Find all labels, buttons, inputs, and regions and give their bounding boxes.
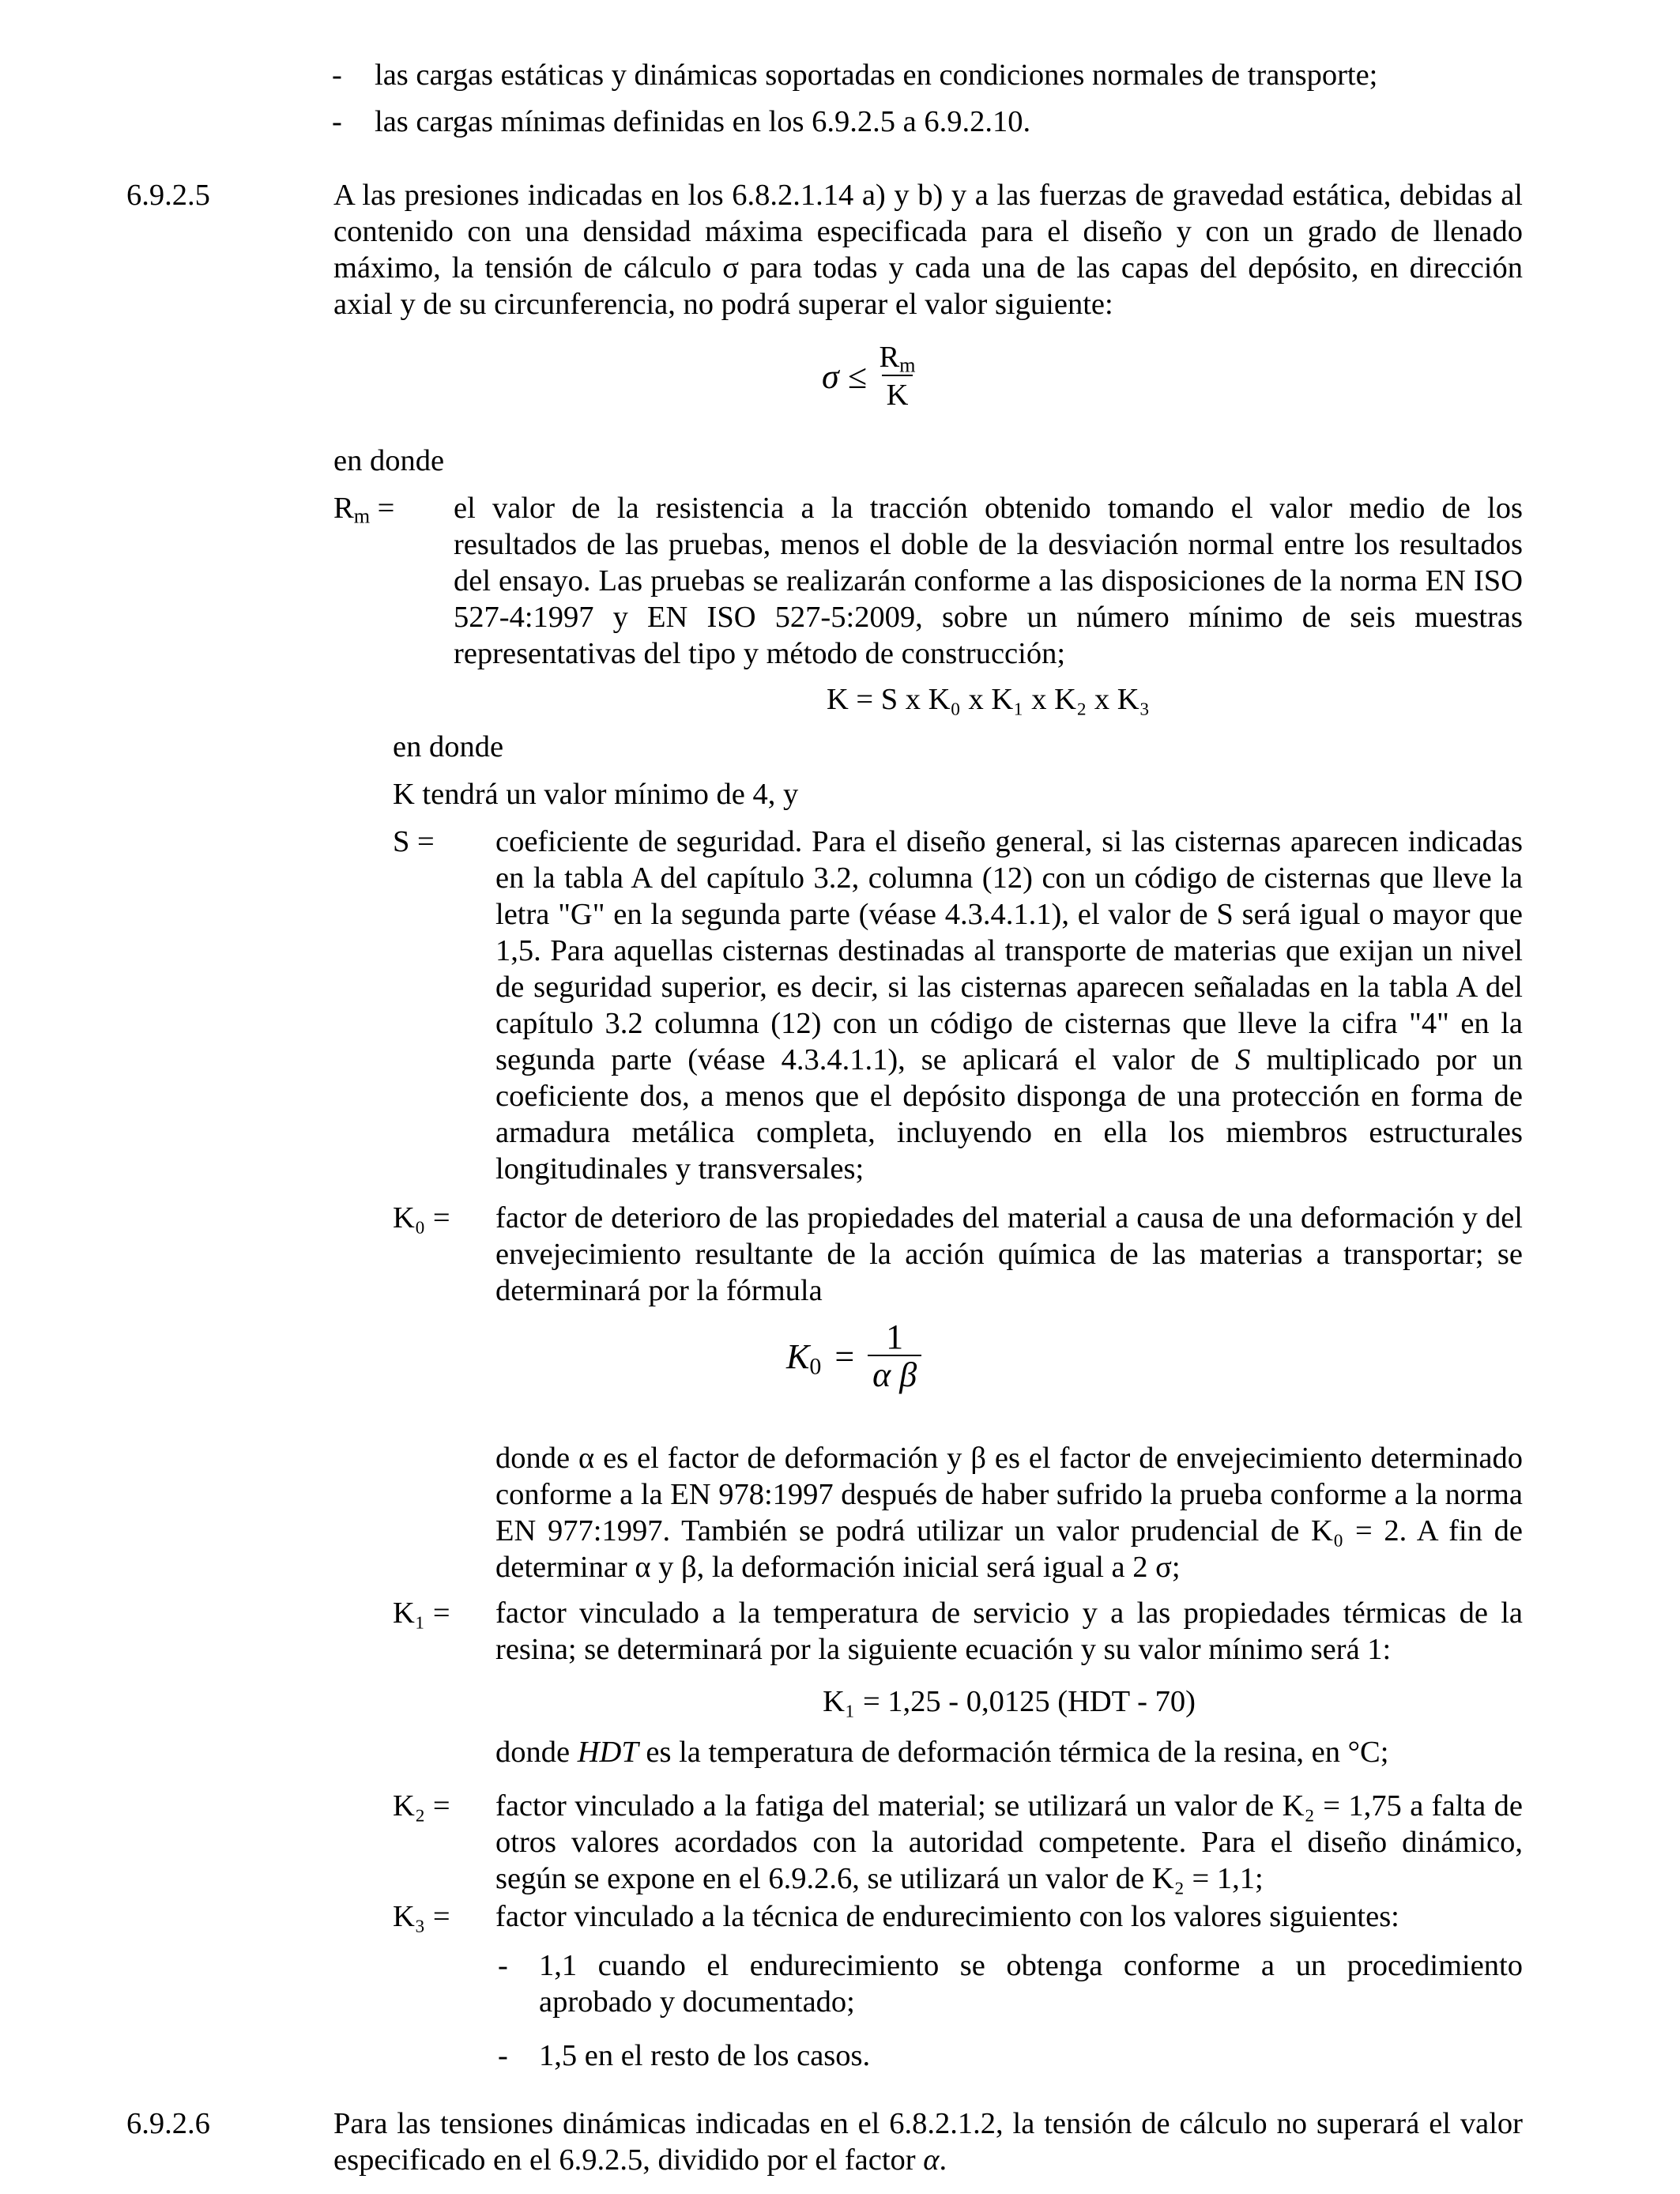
k0-denominator: α β [868, 1355, 921, 1394]
k0-fraction [868, 1320, 921, 1394]
k1-definition: factor vinculado a la temperatura de servicio y a las propiedades térmicas de la resina; se determinará por la siguiente ecuación y su valor mínimo será 1: [495, 1596, 1523, 1666]
k0-definition: factor de deterioro de las propiedades del material a causa de una deformación y del envejecimiento resultante de la acción química de las materias a transportar; se determinará por la fórmula [495, 1201, 1523, 1307]
k0-numerator: 1 [886, 1318, 904, 1356]
en-donde-label: en donde [393, 730, 504, 763]
formula-numerator: $R_m$ [879, 341, 916, 377]
k0-formula: $K_0$ = $\frac{1}{\text{α β}}$ [786, 1320, 921, 1394]
list-bullet: - [498, 1949, 508, 1982]
k2-label: K₂ = [393, 1789, 450, 1823]
rm-label: $R_m$ = [333, 492, 395, 528]
k1-formula: K₁ = 1,25 - 0,0125 (HDT - 70) [823, 1685, 1196, 1718]
k1-label: K₁ = [393, 1596, 450, 1630]
list-item: 1,1 cuando el endurecimiento se obtenga conforme a un procedimiento aprobado y documentado; [539, 1949, 1523, 2019]
k1-note: donde HDT es la temperatura de deformación térmica de la resina, en °C; [495, 1736, 1389, 1769]
section-paragraph: Para las tensiones dinámicas indicadas en el 6.8.2.1.2, la tensión de cálculo no superará el valor especificado en el 6.9.2.5, dividido por el factor α. [333, 2107, 1523, 2177]
formula-denominator: K [882, 375, 913, 414]
k0-note: donde α es el factor de deformación y β es el factor de envejecimiento determinado conforme a la EN 978:1997 después de haber sufrido la prueba conforme a la norma EN 977:1997. También se podrá utilizar un valor prudencial de K₀ = 2. A fin de determinar α y β, la deformación inicial será igual a 2 σ; [495, 1442, 1523, 1584]
list-bullet: - [498, 2039, 508, 2072]
k3-label: K₃ = [393, 1900, 450, 1933]
list-item: las cargas estáticas y dinámicas soportadas en condiciones normales de transporte; [375, 58, 1378, 92]
rm-definition: el valor de la resistencia a la tracción obtenido tomando el valor medio de los resultados de las pruebas, menos el doble de la desviación normal entre los resultados del ensayo. Las pruebas se realizarán conforme a las disposiciones de la norma EN ISO 527-4:1997 y EN ISO 527-5:2009, sobre un número mínimo de seis muestras representativas del tipo y método de construcción; [454, 492, 1523, 670]
list-item: 1,5 en el resto de los casos. [539, 2039, 871, 2072]
k3-definition: factor vinculado a la técnica de endurecimiento con los valores siguientes: [495, 1900, 1399, 1933]
s-label: S = [393, 825, 435, 858]
list-bullet: - [332, 58, 342, 92]
section-number: 6.9.2.6 [126, 2107, 210, 2140]
list-item: las cargas mínimas definidas en los 6.9.2.5 a 6.9.2.10. [375, 105, 1031, 138]
en-donde-label: en donde [333, 444, 445, 477]
formula-fraction [874, 340, 920, 414]
section-number: 6.9.2.5 [126, 179, 210, 212]
k2-definition: factor vinculado a la fatiga del material; se utilizará un valor de K₂ = 1,75 a falta de otros valores acordados con la autoridad competente. Para el diseño dinámico, según se expone en el 6.9.2.6, se utilizará un valor de K₂ = 1,1; [495, 1789, 1523, 1895]
formula-lhs: σ ≤ [822, 357, 867, 396]
s-definition: coeficiente de seguridad. Para el diseño general, si las cisternas aparecen indicadas en la tabla A del capítulo 3.2, columna (12) con un código de cisternas que lleve la letra "G" en la segunda parte (véase 4.3.4.1.1), el valor de S será igual o mayor que 1,5. Para aquellas cisternas destinadas al transporte de materias que exijan un nivel de seguridad superior, es decir, si las cisternas aparecen señaladas en la tabla A del capítulo 3.2 columna (12) con un código de cisternas que lleve la cifra "4" en la segunda parte (véase 4.3.4.1.1), se aplicará el valor de S multiplicado por un coeficiente dos, a menos que el depósito disponga de una protección en forma de armadura metálica completa, incluyendo en ella los miembros estructurales longitudinales y transversales; [495, 825, 1523, 1186]
k0-label: K₀ = [393, 1201, 450, 1235]
k-formula: K = S x K₀ x K₁ x K₂ x K₃ [826, 683, 1151, 716]
list-bullet: - [332, 105, 342, 138]
section-paragraph: A las presiones indicadas en los 6.8.2.1.14 a) y b) y a las fuerzas de gravedad estática, debidas al contenido con una densidad máxima especificada para el diseño y con un grado de llenado máximo, la tensión de cálculo σ para todas y cada una de las capas del depósito, en dirección axial y de su circunferencia, no podrá superar el valor siguiente: [333, 179, 1523, 321]
stress-formula [822, 340, 921, 414]
k-minimum-text: K tendrá un valor mínimo de 4, y [393, 778, 799, 811]
